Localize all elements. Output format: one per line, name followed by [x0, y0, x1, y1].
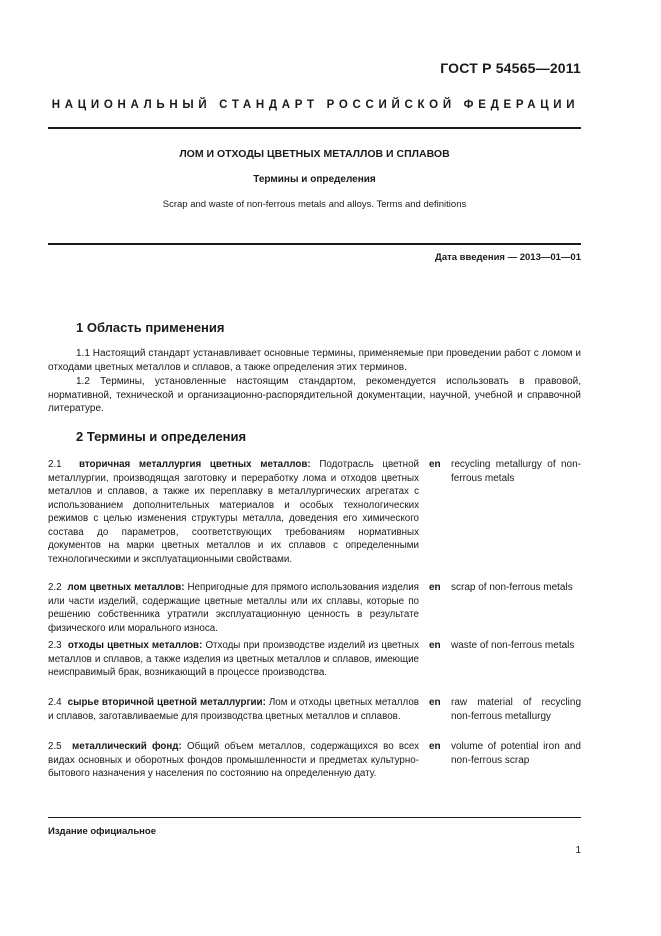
header-divider	[48, 127, 581, 129]
english-equivalent: raw material of recycling non-ferrous metallurgy	[451, 697, 581, 722]
definition-text: Подотрасль цветной металлургии, производящая заготовку и переработку лома и отходов цветных металлов и сплавов, а также их переплавку в металлургических агрегатах с использованием дополнительных материалов и особых технологических режимов с целью изменения структуры металла, доведения его химического состава до параметров, соответствующих требованиям нормативных документов на марки цветных металлов и их сплавов с определенными технологическими и эксплуатационными свойствами.	[48, 459, 419, 565]
section-heading-terms: 2 Термины и определения	[76, 429, 247, 444]
term-number: 2.2	[48, 582, 62, 593]
english-equivalent: scrap of non-ferrous metals	[451, 582, 573, 593]
term-definition	[48, 740, 419, 781]
definition-text: Общий объем металлов, содержащихся во всех видах основных и оборотных фондов промышленности и предметах культурно-бытового назначения у населения по состоянию на определенную дату.	[48, 741, 419, 779]
term-number: 2.5	[48, 741, 62, 752]
language-code: en	[429, 640, 441, 651]
english-equivalent: volume of potential iron and non-ferrous scrap	[451, 741, 581, 766]
scope-paragraph-1: 1.1 Настоящий стандарт устанавливает основные термины, применяемые при проведении работ с ломом и отходами цветных металлов и сплавов, а также определения этих терминов.	[48, 348, 581, 373]
english-equivalent: waste of non-ferrous metals	[451, 640, 575, 651]
language-code: en	[429, 741, 441, 752]
definition-text: Непригодные для прямого использования изделия или части изделий, содержащие цветные металлы или их сплавы, которые по решению собственника утратили эксплуатационную ценность в результате физического или морального износа.	[48, 582, 419, 634]
language-code: en	[429, 697, 441, 708]
term-definition	[48, 581, 419, 635]
language-code: en	[429, 582, 441, 593]
term-number: 2.1	[48, 459, 62, 470]
language-code: en	[429, 459, 441, 470]
national-standard-title: НАЦИОНАЛЬНЫЙ СТАНДАРТ РОССИЙСКОЙ ФЕДЕРАЦИИ	[51, 99, 580, 111]
english-equivalent: recycling metallurgy of non-ferrous metals	[451, 459, 581, 484]
effective-date: Дата введения — 2013—01—01	[435, 252, 581, 263]
term-number: 2.3	[48, 640, 62, 651]
english-title: Scrap and waste of non-ferrous metals and alloys. Terms and definitions	[162, 199, 467, 210]
definition-text: Отходы при производстве изделий из цветных металлов и сплавов, а также изделия из цветных металлов и сплавов, имеющие неисправимый брак, возникающий в процессе производства.	[48, 640, 420, 678]
title-divider	[48, 243, 581, 245]
term-definition	[48, 458, 419, 566]
term-name: металлический фонд:	[72, 741, 182, 752]
term-definition	[48, 639, 419, 680]
official-edition-label: Издание официальное	[48, 826, 156, 837]
term-name: отходы цветных металлов:	[67, 640, 203, 651]
term-name: вторичная металлургия цветных металлов:	[78, 459, 311, 470]
scope-paragraph-2: 1.2 Термины, установленные настоящим стандартом, рекомендуется использовать в правовой, нормативной, технической и организационно-распорядительной документации, научной, учебной и справочной литературе.	[48, 376, 581, 414]
term-name: сырье вторичной цветной металлургии:	[67, 697, 266, 708]
footer-divider	[48, 817, 581, 818]
definition-text: Лом и отходы цветных металлов и сплавов, заготавливаемые для производства цветных металлов и сплавов.	[48, 697, 419, 722]
term-definition	[48, 696, 419, 723]
document-title: ЛОМ И ОТХОДЫ ЦВЕТНЫХ МЕТАЛЛОВ И СПЛАВОВ	[179, 148, 450, 160]
page-number: 1	[575, 845, 581, 856]
term-number: 2.4	[48, 697, 62, 708]
document-subtitle: Термины и определения	[253, 174, 376, 185]
section-heading-scope: 1 Область применения	[76, 320, 225, 335]
term-name: лом цветных металлов:	[67, 582, 185, 593]
document-code: ГОСТ Р 54565—2011	[440, 60, 581, 76]
